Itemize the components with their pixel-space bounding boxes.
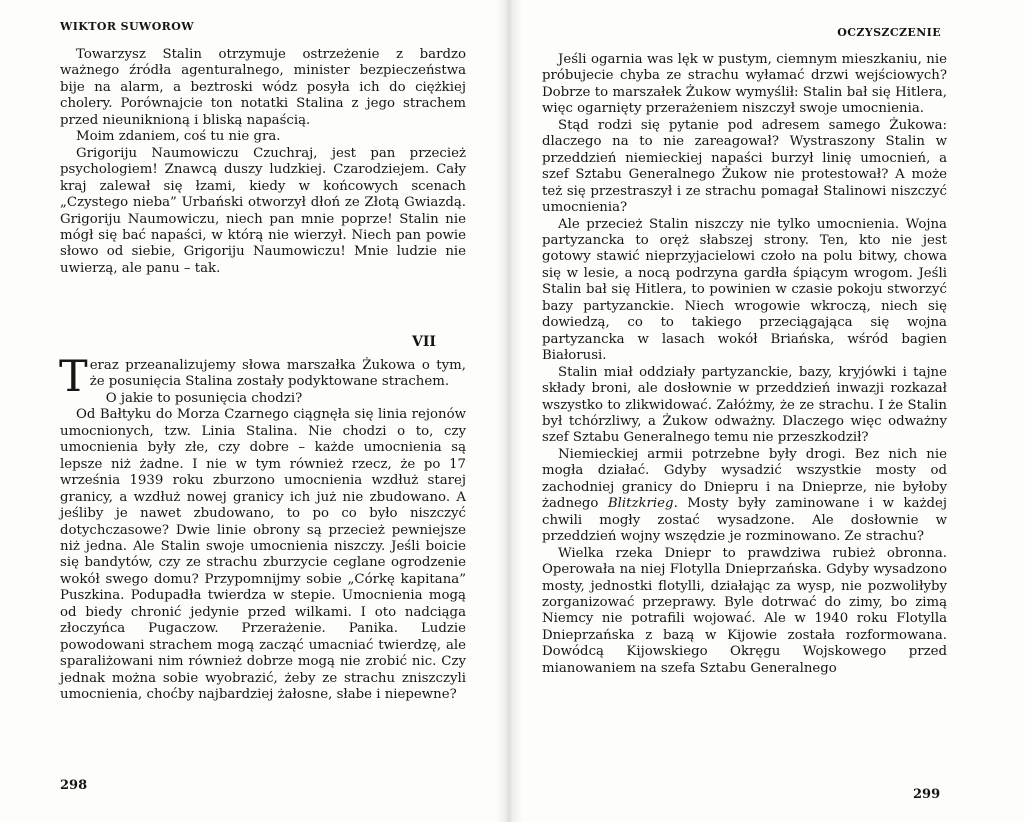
right-running-head: OCZYSZCZENIE (837, 26, 941, 39)
right-page-number: 299 (913, 787, 941, 802)
right-text (542, 52, 947, 677)
chapter-first-paragraph-text: eraz przeanalizujemy słowa marszałka Żukowa o tym, że posunięcia Stalina zostały podyktowane strachem. (89, 358, 466, 390)
paragraph-part: . Mosty były zaminowane i w każdej chwili mogły zostać wysadzone. Ale dosłownie w przeddzień wojny wszędzie je rozminowano. Ze strachu? (542, 496, 948, 545)
drop-cap: T (59, 352, 88, 402)
italic-term: Blitzkrieg (607, 496, 674, 512)
paragraph-part: Niemieckiej armii potrzebne były drogi. Bez nich nie mogła działać. Gdyby wysadzić wszystkie mosty od zachodniej granicy do Dniepru i na Dnieprze, nie byłoby żadnego (542, 446, 947, 512)
paragraph: Jeśli ogarnia was lęk w pustym, ciemnym mieszkaniu, nie próbujecie chyba ze strachu wyłamać drzwi wejściowych? Dobrze to marszałek Żukow wymyślił: Stalin bał się Hitlera, więc ogarnięty przerażeniem niszczył swoje umocnienia. (542, 52, 947, 117)
paragraph: Od Bałtyku do Morza Czarnego ciągnęła się linia rejonów umocnionych, tzw. Linia Stalina. Nie chodzi o to, czy umocnienia były złe, czy dobre – każde umocnienia są lepsze niż żadne. I nie w tym również rzecz, że po 17 września 1939 roku zburzono umocnienia wzdłuż starej granicy, a wzdłuż nowej granicy ich już nie zbudowano. A jeśliby je nawet zbudowano, to po co było niszczyć dotychczasowe? Dwie linie obrony są przecież pewniejsze niż jedna. Ale Stalin swoje umocnienia niszczy. Jeśli boicie się bandytów, czy ze strachu zburzycie ceglane ogrodzenie wokół swego domu? Przypomnijmy sobie „Córkę kapitana” Puszkina. Podupadła twierdza w stepie. Umocnienia mogą od biedy chronić jedynie przed wilkami. I oto nadciąga złoczyńca Pugaczow. Przerażenie. Panika. Ludzie powodowani strachem mogą zacząć umacniać twierdzę, ale sparaliżowani nim również dobrze mogą nie zrobić nic. Czy jednak można sobie wyobrazić, żeby ze strachu zniszczyli umocnienia, choćby najbardziej żałosne, słabe i niepewne? (60, 407, 466, 703)
paragraph: Stąd rodzi się pytanie pod adresem samego Żukowa: dlaczego na to nie zareagował? Wystraszony Stalin w przeddzień niemieckiej napaści burzył linię umocnień, a szef Sztabu Generalnego Żukow nie protestował? A może też się przestraszył i ze strachu pomagał Stalinowi niszczyć umocnienia? (542, 117, 947, 216)
paragraph: Grigoriju Naumowiczu Czuchraj, jest pan przecież psychologiem! Znawcą duszy ludzkiej. Czarodziejem. Cały kraj zalewał się łzami, kiedy w końcowych scenach „Czystego nieba” Urbański otworzył dłoń ze Złotą Gwiazdą. Grigoriju Naumowiczu, niech pan mnie poprze! Stalin nie mógł się bać napaści, w którą nie wierzył. Niech pan powie słowo od siebie, Grigoriju Naumowiczu! Mnie ludzie nie uwierzą, ale panu – tak. (60, 145, 466, 276)
paragraph: Wielka rzeka Dniepr to prawdziwa rubież obronna. Operowała na niej Flotylla Dnieprzańska. Gdyby wysadzono mosty, jednostki flotylli, działając za wysp, nie pozwoliłyby zorganizować przeprawy. Byle dotrwać do zimy, bo zimą Niemcy nie potrafili wojować. Ale w 1940 roku Flotylla Dnieprzańska z bazą w Kijowie została rozformowana. Dowódcą Kijowskiego Okręgu Wojskowego przed mianowaniem na szefa Sztabu Generalnego (542, 545, 947, 676)
chapter-number: VII (412, 334, 436, 350)
paragraph: Towarzysz Stalin otrzymuje ostrzeżenie z bardzo ważnego źródła agenturalnego, minister bezpieczeństwa bije na alarm, a beztroski wódz posyła ich do ciężkiej cholery. Porównajcie ton notatki Stalina z jego strachem przed nieuniknioną i bliską napaścią. (60, 47, 466, 128)
left-running-head: WIKTOR SUWOROW (60, 20, 194, 33)
left-page (0, 0, 505, 822)
left-page-number: 298 (60, 778, 88, 793)
paragraph-blitzkrieg (542, 447, 947, 546)
paragraph: Stalin miał oddziały partyzanckie, bazy, kryjówki i tajne składy broni, ale dosłownie w przeddzień inwazji rozkazał wszystko to zlikwidować. Załóżmy, że ze strachu. I że Stalin był tchórzliwy, a Żukow odważny. Dlaczego więc odważny szef Sztabu Generalnego temu nie przeszkodził? (542, 364, 947, 446)
paragraph: Moim zdaniem, coś tu nie gra. (76, 129, 281, 145)
paragraph: O jakie to posunięcia chodzi? (105, 390, 303, 406)
chapter-text (59, 352, 466, 704)
right-page (513, 0, 1025, 822)
left-top-text (60, 47, 466, 277)
paragraph: Ale przecież Stalin niszczy nie tylko umocnienia. Wojna partyzancka to oręż słabszej strony. Ten, kto nie jest gotowy stawić nieprzyjacielowi czoło na polu bitwy, chowa się w lesie, a nocą podrzyna gardła śpiącym wrogom. Jeśli Stalin bał się Hitlera, to powinien w czasie pokoju stworzyć bazy partyzanckie. Niech wrogowie wkroczą, niech się dowiedzą, co to takiego przeciągająca się wojna partyzancka w lasach wokół Briańska, wśród bagien Białorusi. (542, 216, 947, 364)
